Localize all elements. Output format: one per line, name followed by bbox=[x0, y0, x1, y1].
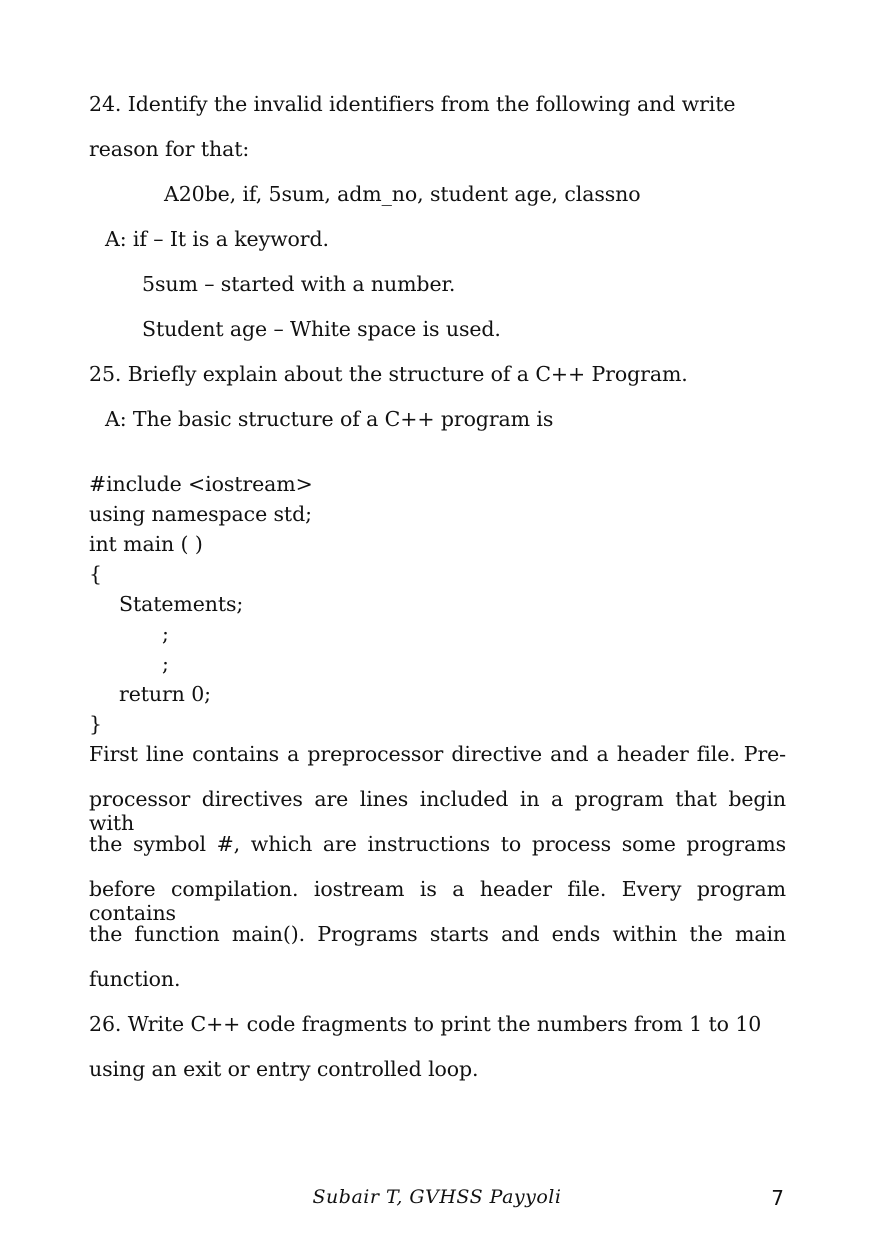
explanation-line-5: the function main(). Programs starts and ends within the main bbox=[89, 922, 786, 946]
code-line-main: int main ( ) bbox=[89, 532, 203, 556]
q24-question-line2: reason for that: bbox=[89, 137, 250, 161]
q25-question: 25. Briefly explain about the structure of a C++ Program. bbox=[89, 362, 688, 386]
code-line-semicolon-1: ; bbox=[162, 622, 169, 646]
explanation-line-2: processor directives are lines included in a program that begin with bbox=[89, 787, 786, 835]
code-line-semicolon-2: ; bbox=[162, 652, 169, 676]
code-line-close-brace: } bbox=[89, 712, 102, 736]
q26-question-line2: using an exit or entry controlled loop. bbox=[89, 1057, 479, 1081]
explanation-line-6: function. bbox=[89, 967, 181, 991]
explanation-line-3: the symbol #, which are instructions to process some programs bbox=[89, 832, 786, 856]
code-line-statements: Statements; bbox=[119, 592, 244, 616]
q24-identifiers: A20be, if, 5sum, adm_no, student age, classno bbox=[164, 182, 641, 206]
q24-question-line1: 24. Identify the invalid identifiers from the following and write bbox=[89, 92, 736, 116]
code-line-namespace: using namespace std; bbox=[89, 502, 312, 526]
q24-answer-line3: Student age – White space is used. bbox=[142, 317, 501, 341]
page-number: 7 bbox=[771, 1186, 784, 1210]
q26-question-line1: 26. Write C++ code fragments to print the numbers from 1 to 10 bbox=[89, 1012, 762, 1036]
code-line-open-brace: { bbox=[89, 562, 102, 586]
explanation-line-4: before compilation. iostream is a header file. Every program contains bbox=[89, 877, 786, 925]
footer-author: Subair T, GVHSS Payyoli bbox=[312, 1186, 562, 1208]
q24-answer-line1: A: if – It is a keyword. bbox=[105, 227, 329, 251]
q24-answer-line2: 5sum – started with a number. bbox=[142, 272, 456, 296]
code-line-return: return 0; bbox=[119, 682, 211, 706]
q25-answer-intro: A: The basic structure of a C++ program is bbox=[105, 407, 554, 431]
code-line-include: #include <iostream> bbox=[89, 472, 313, 496]
explanation-line-1: First line contains a preprocessor directive and a header file. Pre- bbox=[89, 742, 786, 766]
